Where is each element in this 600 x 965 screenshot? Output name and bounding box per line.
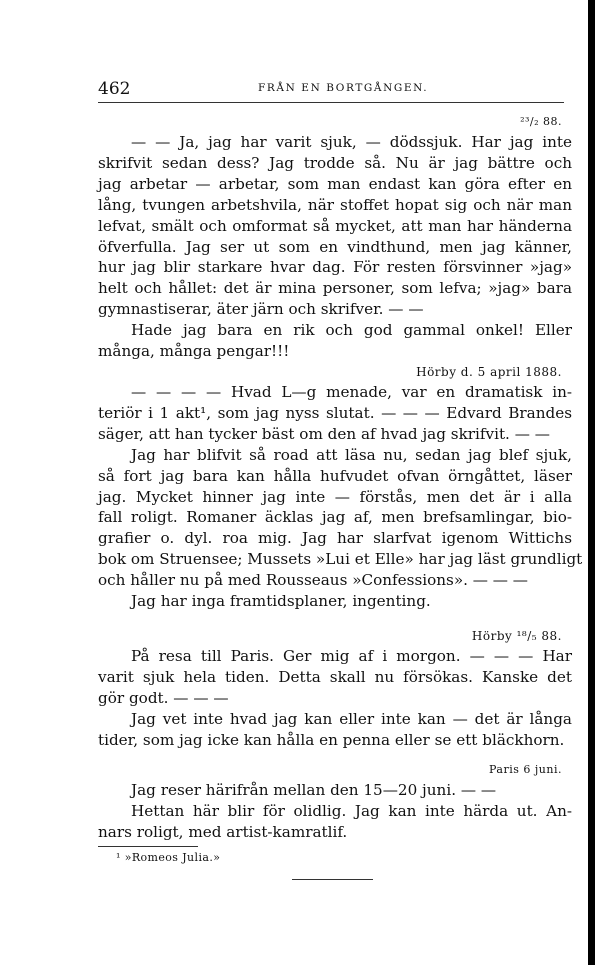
text-line: grafier o. dyl. roa mig. Jag har slarfvat igenom Wittichs bbox=[98, 529, 572, 548]
spacer bbox=[98, 612, 572, 626]
text-line: öfverfulla. Jag ser ut som en vindthund, men jag känner, bbox=[98, 237, 572, 256]
spacer bbox=[98, 750, 572, 760]
text-line: teriör i 1 akt¹, som jag nyss slutat. — — — Edvard Brandes bbox=[98, 403, 572, 422]
text-line: skrifvit sedan dess? Jag trodde så. Nu är jag bättre och bbox=[98, 153, 572, 172]
text-line: gör godt. — — — bbox=[98, 688, 229, 707]
text-line: gymnastiserar, äter järn och skrifver. — — bbox=[98, 300, 424, 319]
page-header bbox=[98, 77, 568, 101]
text-line: Jag har inga framtidsplaner, ingenting. bbox=[131, 592, 431, 611]
text-line: Jag har blifvit så road att läsa nu, sedan jag blef sjuk, bbox=[131, 445, 572, 464]
text-line: helt och hållet: det är mina personer, som lefva; »jag» bara bbox=[98, 279, 572, 298]
text-line: lång, tvungen arbetshvila, när stoffet hopat sig och när man bbox=[98, 195, 572, 214]
entry-date: ²³/₂ 88. bbox=[520, 115, 562, 128]
entry-date: Hörby d. 5 april 1888. bbox=[416, 364, 562, 379]
text-line: — — — — Hvad L—g menade, var en dramatisk in- bbox=[131, 382, 572, 401]
text-line: många, många pengar!!! bbox=[98, 342, 290, 361]
scan-edge-bar bbox=[588, 0, 595, 965]
text-line: jag. Mycket hinner jag inte — förstås, men det är i alla bbox=[98, 487, 572, 506]
text-line: Hettan här blir för olidlig. Jag kan inte härda ut. An- bbox=[131, 802, 572, 821]
text-line: tider, som jag icke kan hålla en penna eller se ett bläckhorn. bbox=[98, 730, 565, 749]
text-line: — — Ja, jag har varit sjuk, — dödssjuk. Har jag inte bbox=[131, 133, 572, 151]
end-rule bbox=[292, 879, 373, 880]
text-line: och håller nu på med Rousseaus »Confessions». — — — bbox=[98, 571, 528, 590]
text-line: jag arbetar — arbetar, som man endast kan göra efter en bbox=[98, 174, 572, 193]
text-line: bok om Struensee; Mussets »Lui et Elle» har jag läst grundligt bbox=[98, 550, 583, 569]
text-line: lefvat, smält och omformat så mycket, att man har händerna bbox=[98, 216, 572, 235]
text-line: varit sjuk hela tiden. Detta skall nu försökas. Kanske det bbox=[98, 667, 572, 686]
header-rule bbox=[98, 102, 564, 103]
entry-date: Paris 6 juni. bbox=[489, 763, 562, 777]
text-line: På resa till Paris. Ger mig af i morgon. — — — Har bbox=[131, 646, 572, 665]
text-line: hur jag blir starkare hvar dag. För resten försvinner »jag» bbox=[98, 258, 572, 277]
text-line: Jag vet inte hvad jag kan eller inte kan — det är långa bbox=[131, 709, 572, 728]
footnote-rule bbox=[98, 846, 198, 847]
entry-date: Hörby ¹⁸/₅ 88. bbox=[471, 628, 562, 643]
text-line: Hade jag bara en rik och god gammal onkel! Eller bbox=[131, 321, 572, 340]
letter-body bbox=[98, 112, 583, 843]
running-title: FRÅN EN BORTGÅNGEN. bbox=[258, 82, 429, 94]
footnote: ¹ »Romeos Julia.» bbox=[116, 851, 221, 864]
text-line: nars roligt, med artist-kamratlif. bbox=[98, 823, 348, 842]
text-line: fall roligt. Romaner äcklas jag af, men brefsamlingar, bio- bbox=[98, 508, 572, 527]
text-line: säger, att han tycker bäst om den af hvad jag skrifvit. — — bbox=[98, 424, 550, 443]
text-line: så fort jag bara kan hålla hufvudet ofvan örngåttet, läser bbox=[98, 466, 572, 485]
page-number: 462 bbox=[98, 79, 131, 99]
text-line: Jag reser härifrån mellan den 15—20 juni. — — bbox=[131, 781, 497, 800]
